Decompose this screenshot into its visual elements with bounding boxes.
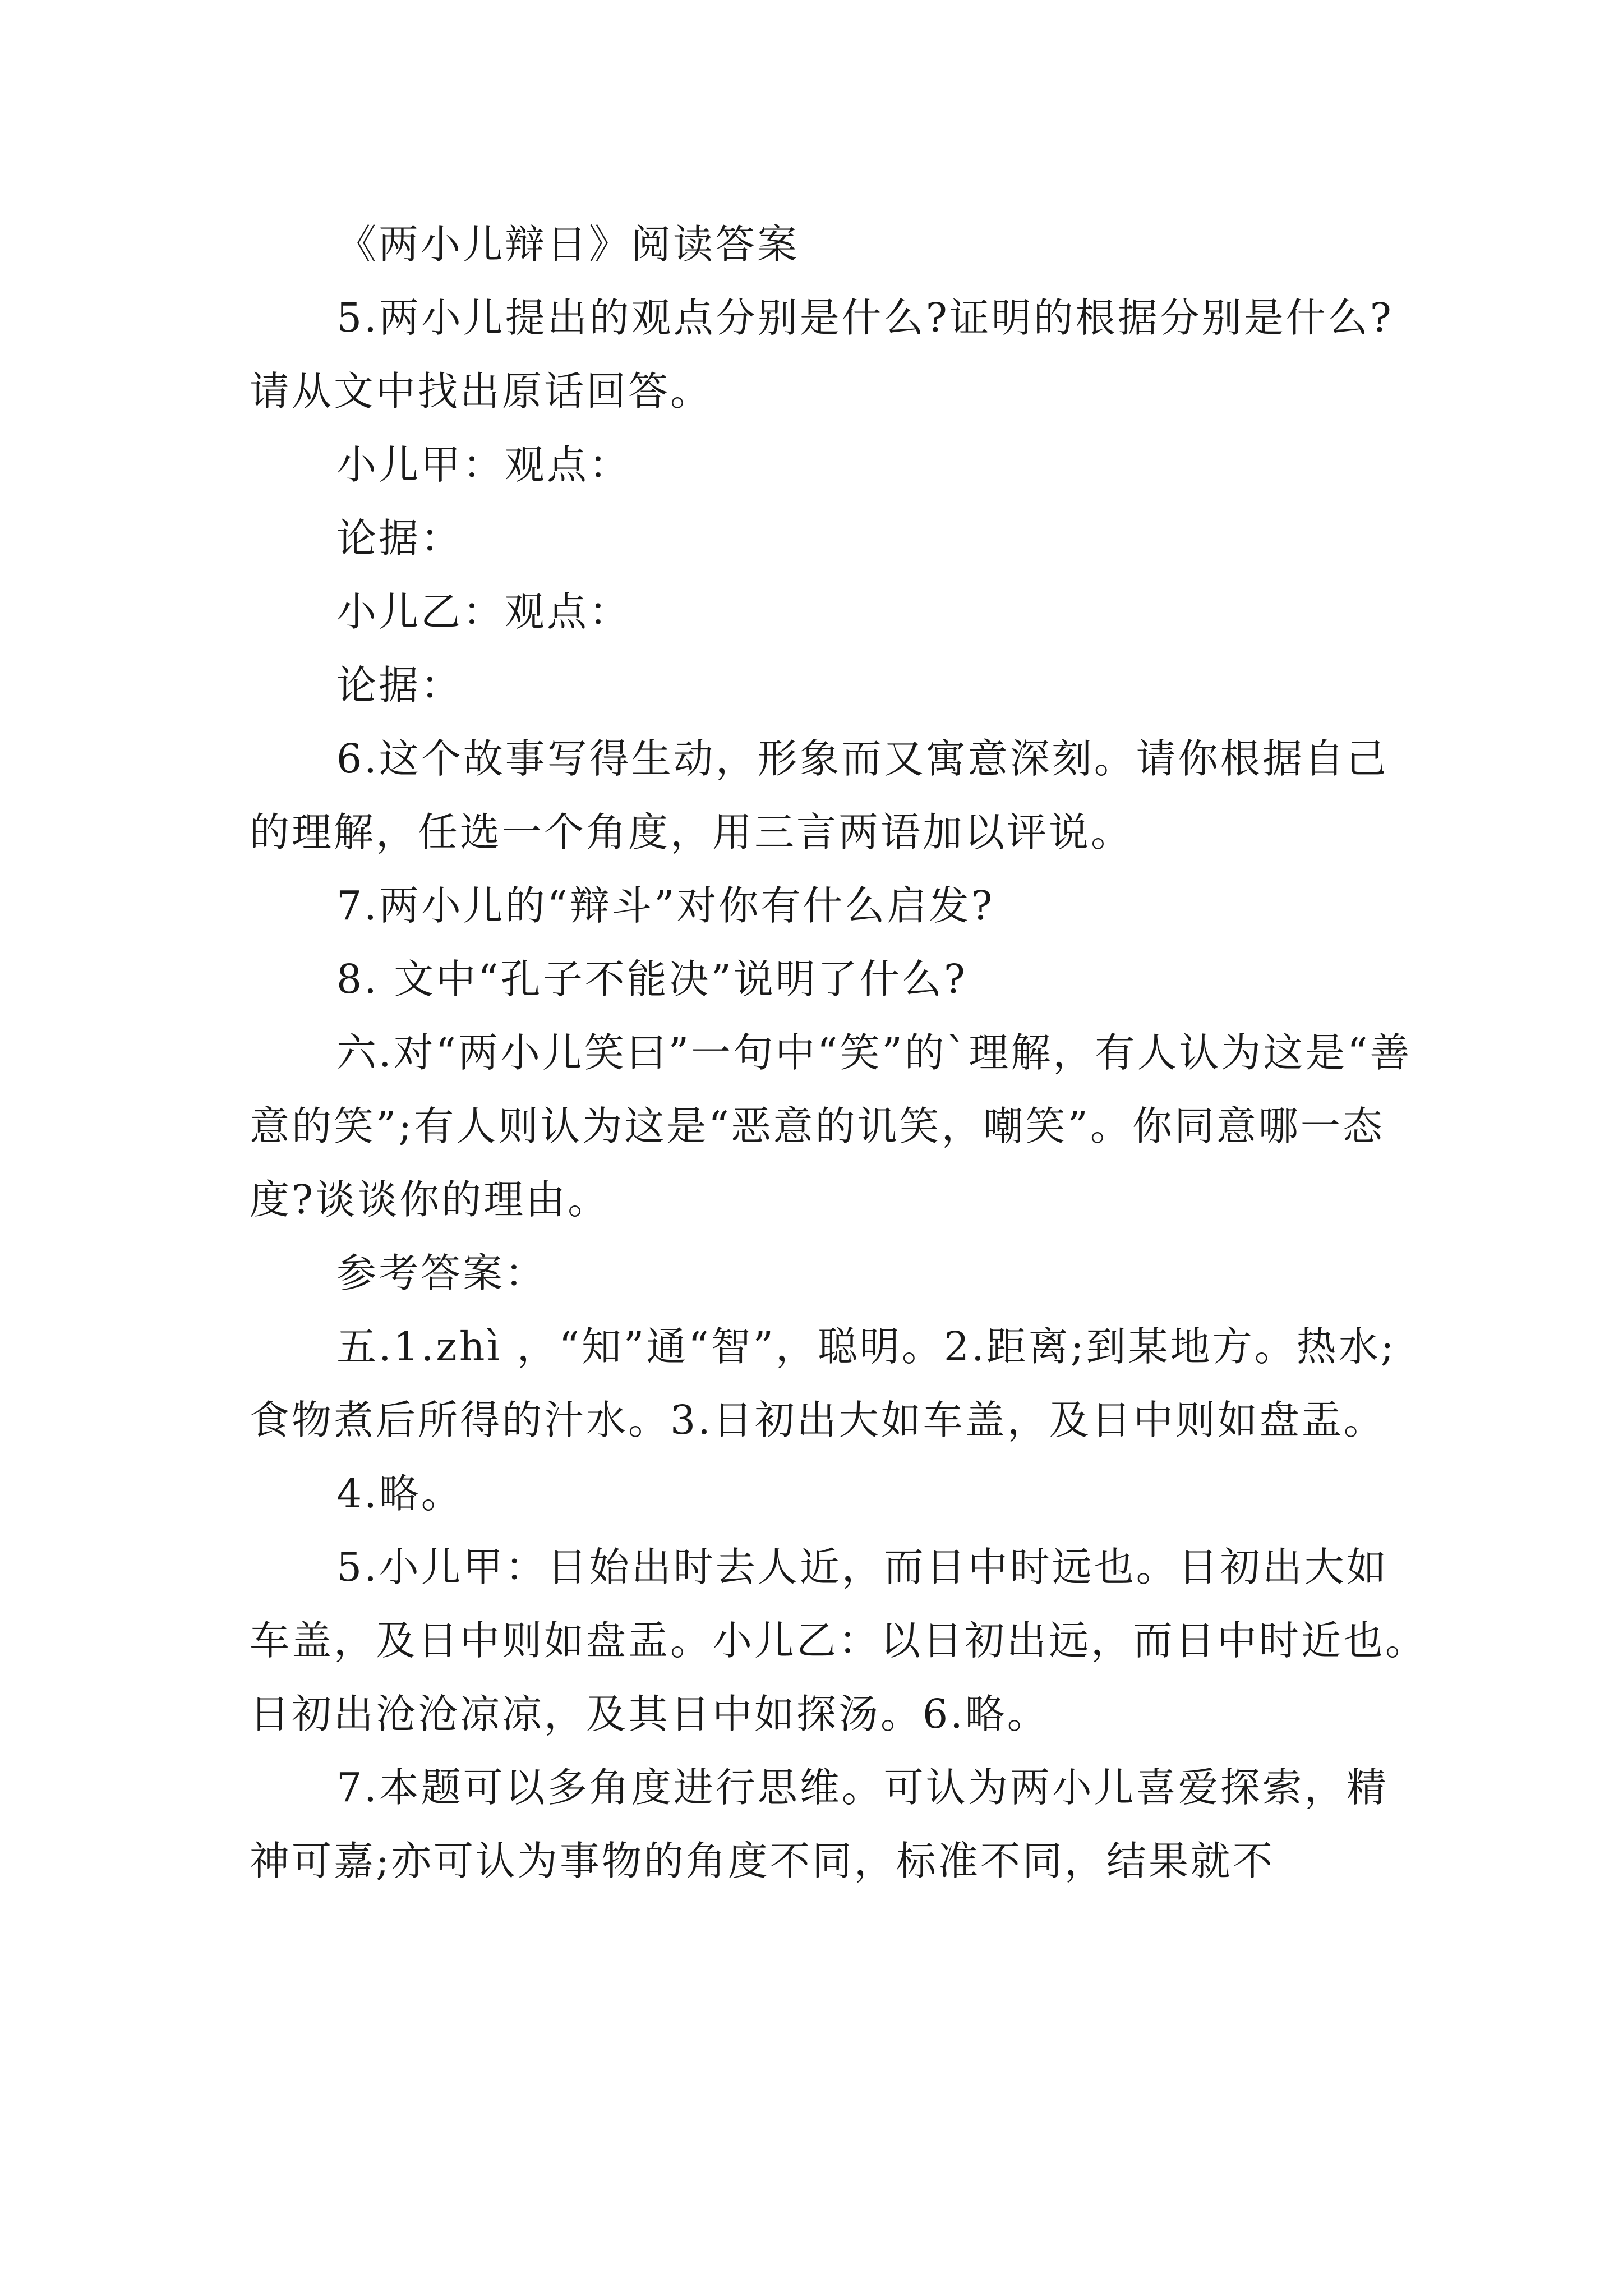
document-body (250, 208, 1427, 1898)
answer-7: 7.本题可以多角度进行思维。可认为两小儿喜爱探索，精神可嘉;亦可认为事物的角度不同，标准不同，结果就不 (250, 1764, 1389, 1884)
answers-heading: 参考答案： (336, 1250, 547, 1296)
child-a-evidence: 论据： (336, 515, 463, 562)
document-title: 《两小儿辩日》阅读答案 (336, 221, 800, 268)
answer-4: 4.略。 (336, 1470, 463, 1517)
child-a-viewpoint: 小儿甲：观点： (336, 441, 631, 488)
question-6: 6.这个故事写得生动，形象而又寓意深刻。请你根据自己的理解，任选一个角度，用三言两语加以评说。 (250, 735, 1389, 855)
question-six: 六.对“两小儿笑曰”一句中“笑”的`理解，有人认为这是“善意的笑”;有人则认为这是“恶意的讥笑，嘲笑”。你同意哪一态度?谈谈你的理由。 (250, 1029, 1412, 1223)
question-8: 8. 文中“孔子不能决”说明了什么? (336, 956, 967, 1002)
child-b-viewpoint: 小儿乙：观点： (336, 588, 631, 635)
child-b-evidence: 论据： (336, 662, 463, 708)
question-5: 5.两小儿提出的观点分别是什么?证明的根据分别是什么?请从文中找出原话回答。 (250, 295, 1394, 415)
question-7: 7.两小儿的“辩斗”对你有什么启发? (336, 882, 995, 929)
answer-5: 5.小儿甲：日始出时去人近，而日中时远也。日初出大如车盖，及日中则如盘盂。小儿乙：以日初出远，而日中时近也。日初出沧沧凉凉，及其日中如探汤。6.略。 (250, 1544, 1428, 1737)
answer-five: 五.1.zhì ，“知”通“智”，聪明。2.距离;到某地方。热水;食物煮后所得的汁水。3.日初出大如车盖，及日中则如盘盂。 (250, 1323, 1396, 1443)
